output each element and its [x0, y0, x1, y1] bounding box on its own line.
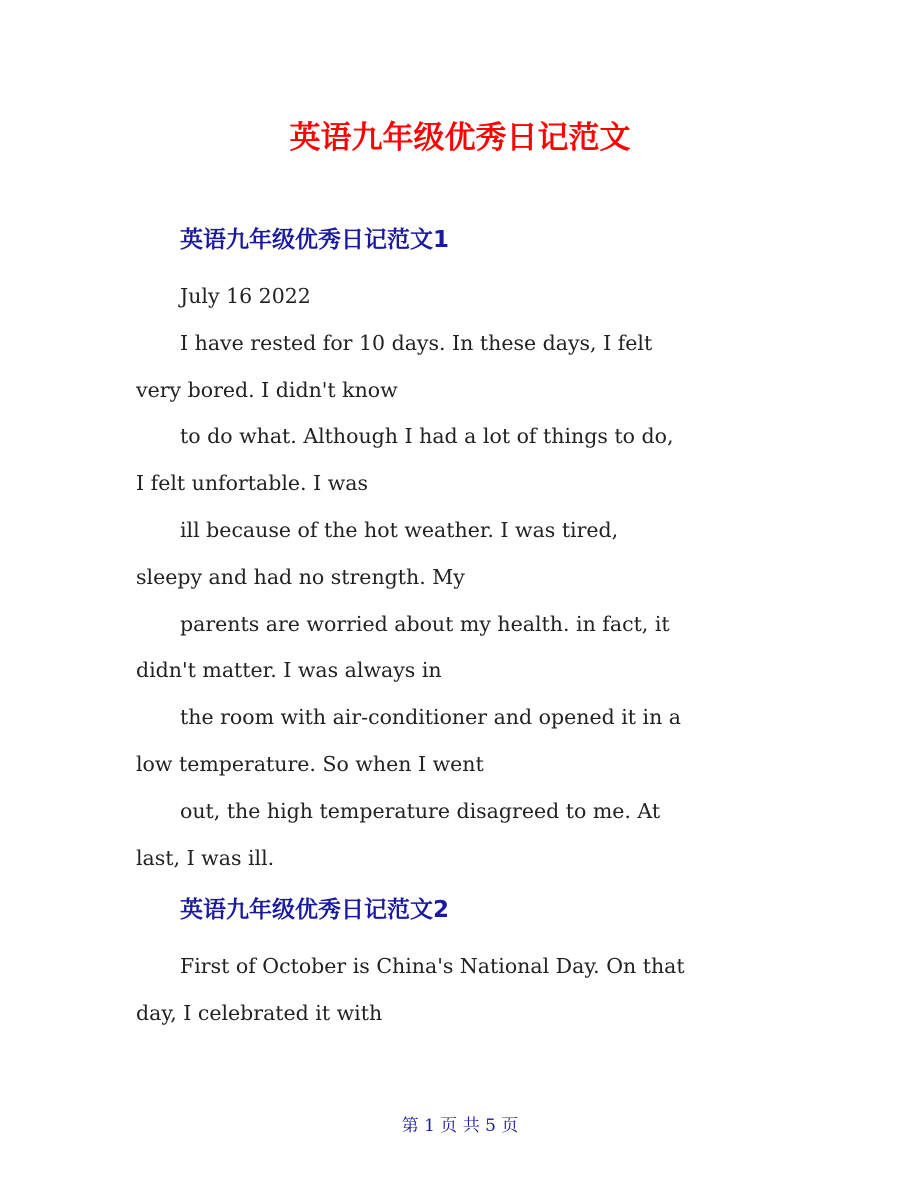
paragraph-line: parents are worried about my health. in fact, it	[180, 612, 670, 636]
page-footer: 第 1 页 共 5 页	[401, 1116, 519, 1136]
paragraph-line: to do what. Although I had a lot of things to do,	[180, 424, 674, 448]
paragraph-line: I felt unfortable. I was	[136, 471, 368, 495]
paragraph-line: very bored. I didn't know	[136, 378, 398, 402]
paragraph-line: the room with air-conditioner and opened it in a	[180, 705, 682, 729]
paragraph-line: July 16 2022	[180, 284, 311, 308]
section-heading-2: 英语九年级优秀日记范文2	[180, 897, 450, 923]
section-heading-1: 英语九年级优秀日记范文1	[180, 227, 450, 253]
document-title: 英语九年级优秀日记范文	[289, 120, 631, 156]
paragraph-line: didn't matter. I was always in	[136, 658, 442, 682]
paragraph-line: sleepy and had no strength. My	[136, 565, 465, 589]
paragraph-line: low temperature. So when I went	[136, 752, 484, 776]
paragraph-line: day, I celebrated it with	[136, 1001, 383, 1025]
paragraph-line: First of October is China's National Day. On that	[180, 954, 685, 978]
paragraph-line: I have rested for 10 days. In these days, I felt	[180, 331, 653, 355]
paragraph-line: last, I was ill.	[136, 846, 275, 870]
paragraph-line: ill because of the hot weather. I was tired,	[180, 518, 619, 542]
paragraph-line: out, the high temperature disagreed to me. At	[180, 799, 661, 823]
